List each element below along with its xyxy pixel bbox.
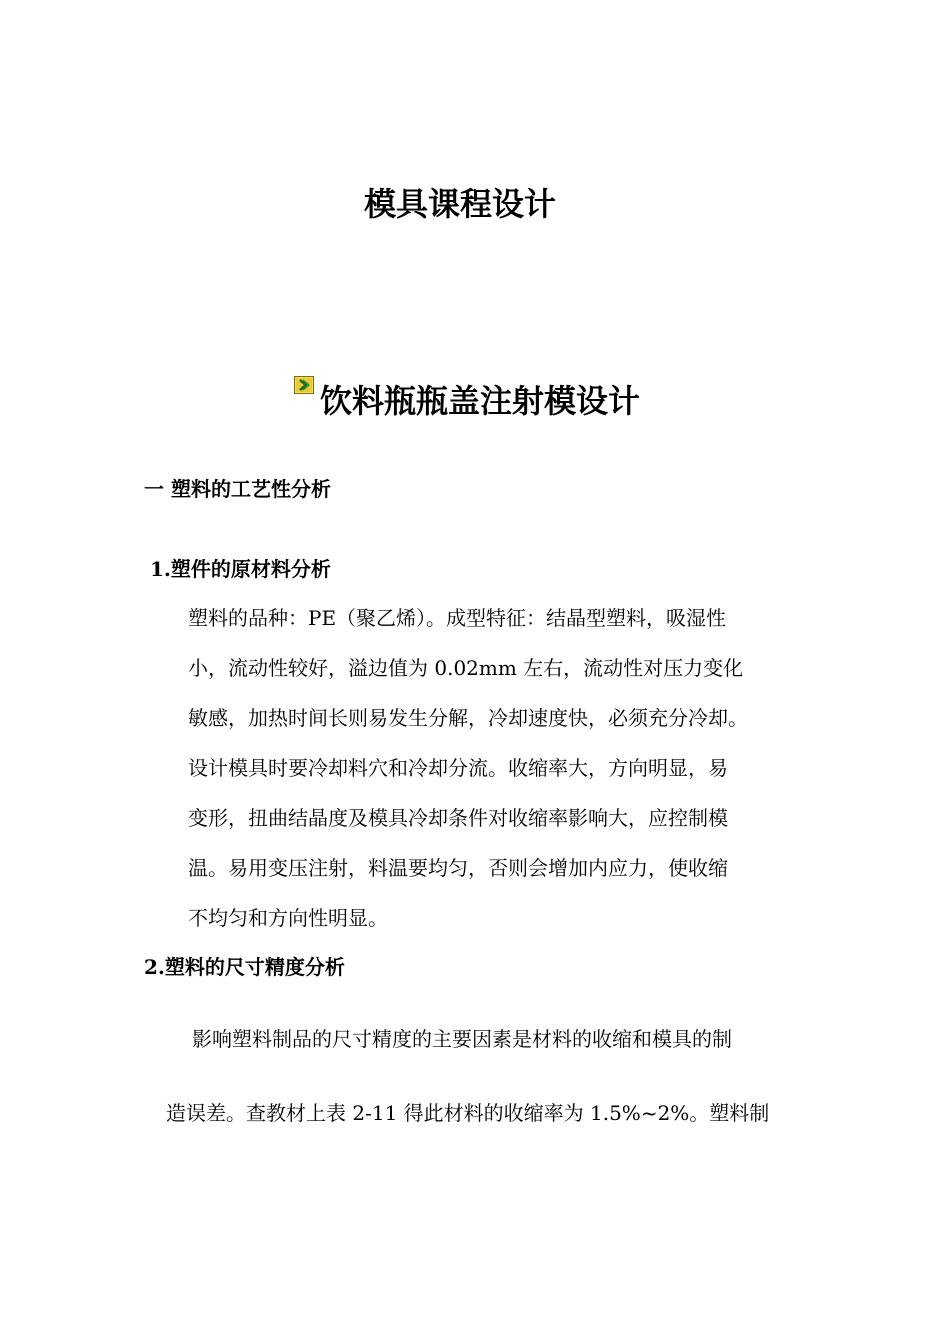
- section-heading-1: 一 塑料的工艺性分析: [144, 477, 331, 501]
- paragraph-line: 变形，扭曲结晶度及模具冷却条件对收缩率影响大，应控制模: [188, 806, 728, 830]
- paragraph-line: 敏感，加热时间长则易发生分解，冷却速度快，必须充分冷却。: [188, 706, 748, 730]
- document-link-icon[interactable]: [294, 376, 314, 394]
- sub-heading-1: 1.塑件的原材料分析: [150, 557, 331, 581]
- paragraph-line: 不均匀和方向性明显。: [188, 906, 388, 930]
- paragraph-line: 温。易用变压注射，料温要均匀，否则会增加内应力，使收缩: [188, 856, 728, 880]
- sub-heading-2: 2.塑料的尺寸精度分析: [144, 955, 345, 979]
- paragraph-line: 影响塑料制品的尺寸精度的主要因素是材料的收缩和模具的制: [192, 1027, 732, 1051]
- paragraph-line: 造误差。查教材上表 2-11 得此材料的收缩率为 1.5%~2%。塑料制: [166, 1101, 770, 1125]
- document-subtitle: 饮料瓶瓶盖注射模设计: [320, 382, 641, 420]
- paragraph-line: 小，流动性较好，溢边值为 0.02mm 左右，流动性对压力变化: [188, 656, 744, 680]
- paragraph-line: 设计模具时要冷却料穴和冷却分流。收缩率大，方向明显，易: [188, 756, 728, 780]
- paragraph-line: 塑料的品种：PE（聚乙烯）。成型特征：结晶型塑料，吸湿性: [188, 606, 727, 630]
- document-title: 模具课程设计: [363, 185, 556, 223]
